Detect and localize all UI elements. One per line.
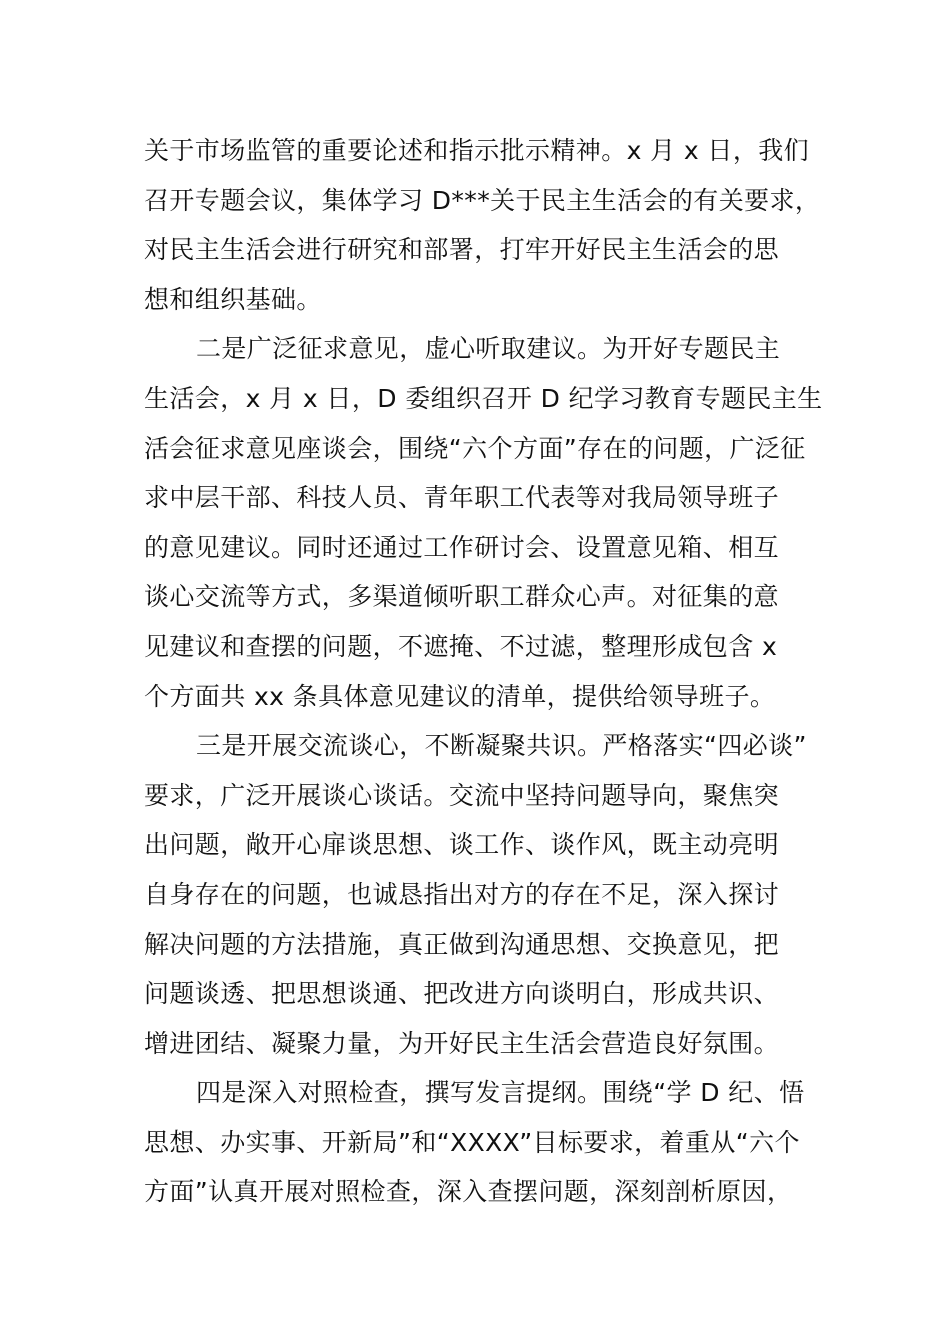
text-line: 对民主生活会进行研究和部署，打牢开好民主生活会的思 [144, 235, 780, 265]
text-line: 谈心交流等方式，多渠道倾听职工群众心声。对征集的意 [144, 582, 780, 612]
text-line: 解决问题的方法措施，真正做到沟通思想、交换意见，把 [144, 929, 780, 959]
text-line: 想和组织基础。 [144, 284, 322, 314]
text-line: 召开专题会议，集体学习 D***关于民主生活会的有关要求， [144, 185, 821, 215]
text-line: 自身存在的问题，也诚恳指出对方的存在不足，深入探讨 [144, 879, 780, 909]
paragraph-start-line: 三是开展交流谈心，不断凝聚共识。严格落实“四必谈” [196, 731, 807, 761]
text-line: 出问题，敞开心扉谈思想、谈工作、谈作风，既主动亮明 [144, 830, 780, 860]
text-line: 增进团结、凝聚力量，为开好民主生活会营造良好氛围。 [144, 1028, 780, 1058]
text-line: 关于市场监管的重要论述和指示批示精神。x 月 x 日，我们 [144, 136, 810, 165]
text-line: 求中层干部、科技人员、青年职工代表等对我局领导班子 [144, 483, 780, 513]
text-line: 要求，广泛开展谈心谈话。交流中坚持问题导向，聚焦突 [144, 780, 780, 810]
text-line: 方面”认真开展对照检查，深入查摆问题，深刻剖析原因， [144, 1177, 793, 1207]
document-body [144, 126, 834, 1217]
text-line: 个方面共 xx 条具体意见建议的清单，提供给领导班子。 [144, 681, 776, 711]
paragraph-start-line: 二是广泛征求意见，虚心听取建议。为开好专题民主 [196, 334, 781, 364]
text-line: 的意见建议。同时还通过工作研讨会、设置意见箱、相互 [144, 532, 780, 562]
text-line: 思想、办实事、开新局”和“XXXX”目标要求，着重从“六个 [144, 1127, 800, 1157]
text-line: 问题谈透、把思想谈通、把改进方向谈明白，形成共识、 [144, 979, 780, 1009]
text-line: 生活会，x 月 x 日，D 委组织召开 D 纪学习教育专题民主生 [144, 383, 823, 413]
paragraph-start-line: 四是深入对照检查，撰写发言提纲。围绕“学 D 纪、悟 [196, 1078, 805, 1108]
text-line: 活会征求意见座谈会，围绕“六个方面”存在的问题，广泛征 [144, 433, 806, 463]
text-line: 见建议和查摆的问题，不遮掩、不过滤，整理形成包含 x [144, 631, 778, 661]
